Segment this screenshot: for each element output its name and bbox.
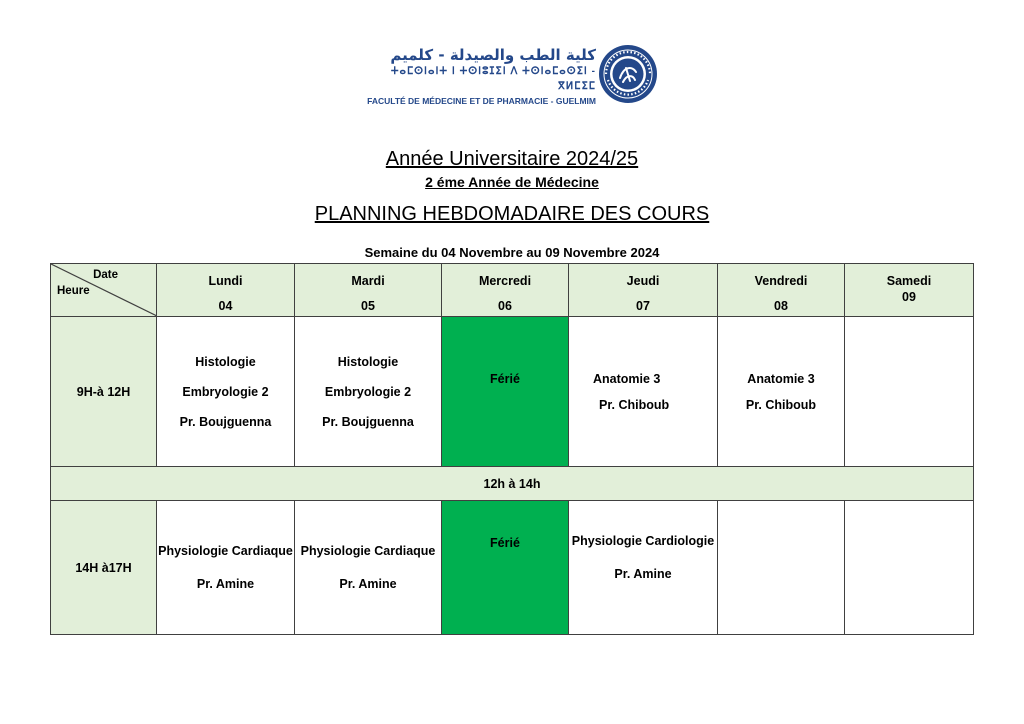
course-jeudi-morning: Anatomie 3 Pr. Chiboub bbox=[569, 317, 718, 467]
course-mardi-morning: Histologie Embryologie 2 Pr. Boujguenna bbox=[295, 317, 442, 467]
faculty-name-block bbox=[366, 46, 596, 108]
faculty-name-french: FACULTÉ DE MÉDECINE ET DE PHARMACIE - GUELMIM bbox=[367, 96, 596, 106]
holiday-mercredi-afternoon: Férié bbox=[442, 501, 569, 635]
corner-date-label: Date bbox=[93, 269, 118, 281]
afternoon-row bbox=[51, 501, 974, 635]
university-seal-icon bbox=[598, 44, 658, 104]
faculty-logo bbox=[366, 44, 658, 106]
time-slot-afternoon: 14H à17H bbox=[51, 501, 157, 635]
corner-cell bbox=[51, 264, 157, 317]
weekly-schedule-table bbox=[50, 263, 974, 635]
day-header-mardi: Mardi 05 bbox=[295, 264, 442, 317]
lunch-break: 12h à 14h bbox=[51, 467, 974, 501]
morning-row bbox=[51, 317, 974, 467]
day-header-mercredi: Mercredi 06 bbox=[442, 264, 569, 317]
time-slot-morning: 9H-à 12H bbox=[51, 317, 157, 467]
course-jeudi-afternoon: Physiologie Cardiologie Pr. Amine bbox=[569, 501, 718, 635]
course-lundi-morning: Histologie Embryologie 2 Pr. Boujguenna bbox=[157, 317, 295, 467]
academic-year-title: Année Universitaire 2024/25 bbox=[385, 148, 639, 170]
empty-samedi-afternoon bbox=[845, 501, 974, 635]
corner-heure-label: Heure bbox=[57, 285, 90, 297]
holiday-mercredi-morning: Férié bbox=[442, 317, 569, 467]
lunch-row bbox=[51, 467, 974, 501]
study-level-title: 2 éme Année de Médecine bbox=[425, 174, 599, 190]
table-header-row bbox=[51, 264, 974, 317]
day-header-lundi: Lundi 04 bbox=[157, 264, 295, 317]
empty-samedi-morning bbox=[845, 317, 974, 467]
day-header-jeudi: Jeudi 07 bbox=[569, 264, 718, 317]
planning-title: PLANNING HEBDOMADAIRE DES COURS bbox=[314, 203, 710, 225]
course-mardi-afternoon: Physiologie Cardiaque Pr. Amine bbox=[295, 501, 442, 635]
week-range: Semaine du 04 Novembre au 09 Novembre 2024 bbox=[364, 245, 660, 260]
course-vendredi-morning: Anatomie 3 Pr. Chiboub bbox=[718, 317, 845, 467]
empty-vendredi-afternoon bbox=[718, 501, 845, 635]
faculty-name-arabic: كلية الطب والصيدلة - كلميم bbox=[390, 46, 596, 64]
course-lundi-afternoon: Physiologie Cardiaque Pr. Amine bbox=[157, 501, 295, 635]
day-header-vendredi: Vendredi 08 bbox=[718, 264, 845, 317]
day-header-samedi: Samedi 09 bbox=[845, 264, 974, 317]
faculty-name-tifinagh: ⵜⴰⵎⵙⵏⴰⵏⵜ ⵏ ⵜⵙⵏⵓⵊⵉⵏ ⴷ ⵜⵙⵏⴰⵎⴰⵙⵉⵏ - ⴳⵍⵎⵉⵎ bbox=[390, 66, 596, 92]
